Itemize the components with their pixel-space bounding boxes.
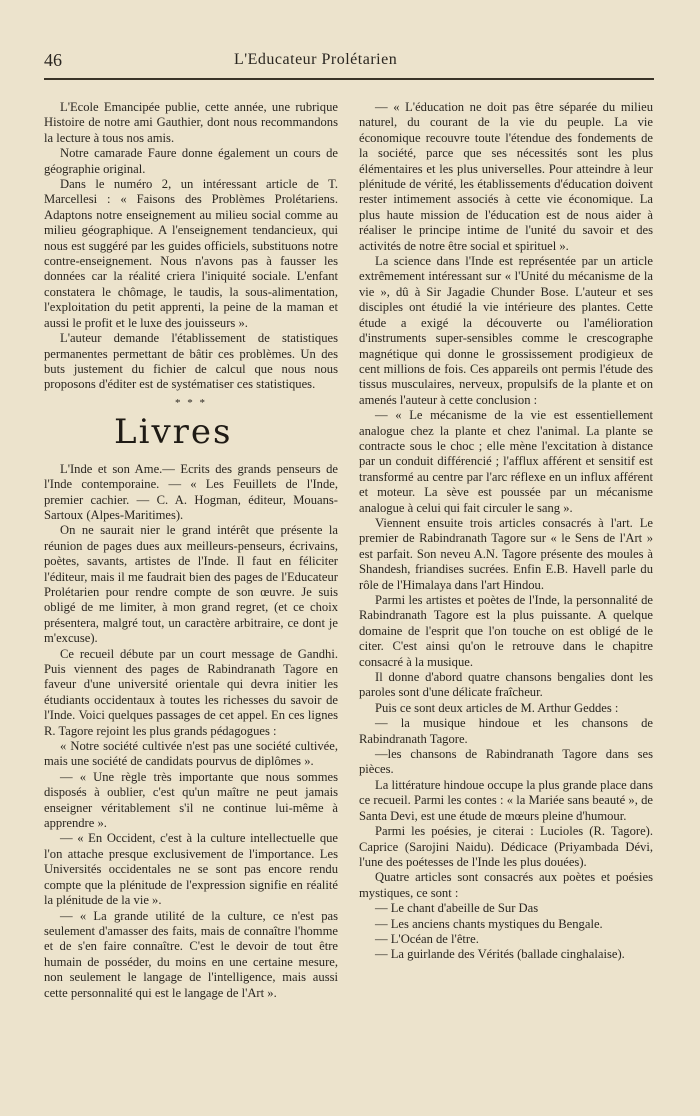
paragraph: Puis ce sont deux articles de M. Arthur Geddes : <box>375 700 619 715</box>
paragraph: On ne saurait nier le grand intérêt que présente la réunion de pages dues aux meilleurs-penseurs, écrivains, poètes, savants, artistes de l'Inde. Il faut en féliciter l'éditeur, mais il me faudrait bien des pages de l'Educateur Prolétarien pour rendre compte de son œuvre. Je suis obligé de me limiter, à mon grand regret, (et ce choix présentera, malgré tout, un caractère arbitraire, ce dont je m'excuse). <box>44 523 338 646</box>
quote: « Notre société cultivée n'est pas une société cultivée, mais une société de candidats pourvus de diplômes ». <box>44 739 338 769</box>
page-header <box>44 48 654 80</box>
quote: — « La grande utilité de la culture, ce n'est pas seulement d'amasser des faits, mais de connaître l'homme et de s'en faire connaître. C'est le devoir de tout être humain de posséder, du moins en une certaine mesure, non seulement le langage de l'intelligence, mais aussi cette personnalité qui est le langage de l'Art ». <box>44 908 338 1000</box>
paragraph: Parmi les poésies, je citerai : Lucioles (R. Tagore). Caprice (Sarojini Naidu). Dédicace (Priyambada Dévi, l'une des poétesses de l'Inde les plus douées). <box>359 824 653 869</box>
quote: — « Le mécanisme de la vie est essentiellement analogue chez la plante et chez l'animal. La plante se contracte sous le choc ; elle mène l'excitation à distance par un conduit différencié ; l'afflux afférent et sensitif est transformé au centre par l'arc réflexe en un influx afférent et moteur. La sève est poussée par un mécanisme analogue à celui qui fait circuler le sang ». <box>359 408 653 515</box>
list-item: — L'Océan de l'être. <box>375 931 479 946</box>
paragraph: Notre camarade Faure donne également un cours de géographie original. <box>44 146 338 176</box>
running-title: L'Educateur Prolétarien <box>234 51 398 68</box>
paragraph: L'Ecole Emancipée publie, cette année, une rubrique Histoire de notre ami Gauthier, dont nous recommandons la lecture à tous nos amis. <box>44 100 338 145</box>
right-column <box>359 100 653 963</box>
paragraph: Parmi les artistes et poètes de l'Inde, la personnalité de Rabindranath Tagore est la plus puissante. A quelque domaine de l'esprit que l'on touche on est obligé de le citer. C'est ainsi qu'on le retrouve dans le chapitre consacré à la musique. <box>359 593 653 669</box>
list-item: — la musique hindoue et les chansons de Rabindranath Tagore. <box>359 716 653 746</box>
paragraph: Il donne d'abord quatre chansons bengalies dont les paroles sont d'une délicate fraîcheur. <box>359 670 653 700</box>
left-column <box>44 100 338 1001</box>
section-title: Livres <box>114 411 233 452</box>
quote: — « En Occident, c'est à la culture intellectuelle que l'on attache presque exclusivement de l'importance. Les Universités occidentales ne se sont pas encore rendu compte que la plénitude de l'expression signifie en réalité la plénitude de la vie ». <box>44 831 338 908</box>
quote: — « L'éducation ne doit pas être séparée du milieu naturel, du courant de la vie du peuple. La vie économique recouvre toute l'étendue des fondements de la société, parce que ses nécessités sont les plus élémentaires et les plus universelles. Pour atteindre à leur plénitude de vérité, les établissements d'éducation doivent rester intimement associés à cette vie économique. La plus haute mission de l'éducation est de nous aider à réaliser le principe intime de l'unité du savoir et des activités de notre être social et spirituel ». <box>359 100 653 253</box>
paragraph: Viennent ensuite trois articles consacrés à l'art. Le premier de Rabindranath Tagore sur « le Sens de l'Art » est parfait. Son neveu A.N. Tagore présente des moules à Shandesh, friandises sucrées. Enfin E.B. Havell parle du rôle de l'Himalaya dans l'art Hindou. <box>359 515 653 592</box>
book-citation: L'Inde et son Ame.— Ecrits des grands penseurs de l'Inde contemporaine. — « Les Feuillets de l'Inde, premier cachier. — C. A. Hogman, éditeur, Mouans-Sartoux (Alpes-Maritimes). <box>44 461 338 522</box>
paragraph: L'auteur demande l'établissement de statistiques permanentes permettant de bâtir ces problèmes. Un des buts justement du fichier de calcul que nous nous proposons d'éditer est de systématiser ces statistiques. <box>44 331 338 392</box>
list-item: — Le chant d'abeille de Sur Das <box>375 901 539 916</box>
list-item: — La guirlande des Vérités (ballade cinghalaise). <box>375 947 625 962</box>
list-item: —les chansons de Rabindranath Tagore dans ses pièces. <box>359 747 653 777</box>
paragraph: La science dans l'Inde est représentée par un article extrêmement intéressant sur « l'Unité du mécanisme de la vie », dû à Sir Jagadie Chunder Bose. L'auteur et ses disciples ont étudié la vie intérieure des plantes. Cette étude a exigé la découverte ou l'amélioration d'instruments super-sensibles comme le crescographe magnétique qui donne le grossissement prodigieux de cent millions de fois. Ces appareils ont permis l'étude des tissus musculaires, nerveux, propulsifs de la plante et on amenés l'auteur à cette conclusion : <box>359 254 653 407</box>
quote: — « Une règle très importante que nous sommes disposés à oublier, c'est qu'un maître ne peut jamais enseigner véritablement s'il ne continue lui-même à apprendre ». <box>44 769 338 831</box>
section-ornament: * * * <box>175 396 207 409</box>
paragraph: Dans le numéro 2, un intéressant article de T. Marcellesi : « Faisons des Problèmes Prolétariens. Adaptons notre enseignement au milieu social comme au milieu géographique. A l'enseignement tendancieux, qui nous est suggéré par les guides officiels, substituons notre contre-enseignement. Nous n'avons pas à fausser les données car la réalité criera l'iniquité sociale. L'enfant constatera le chômage, le taudis, la sous-alimentation, l'exploitation du petit apprenti, la peine de la maman et aussi le profit et le luxe des jouisseurs ». <box>44 177 338 330</box>
list-item: — Les anciens chants mystiques du Bengale. <box>375 916 603 931</box>
page-number: 46 <box>44 50 62 70</box>
paragraph: La littérature hindoue occupe la plus grande place dans ce recueil. Parmi les contes : « la Mariée sans beauté », de Santa Devi, est une étude de mœurs pleine d'humour. <box>359 777 653 823</box>
paragraph: Ce recueil débute par un court message de Gandhi. Puis viennent des pages de Rabindranath Tagore en faveur d'une université orientale qui devra initier les étudiants occidentaux à toutes les richesses du savoir de l'Inde. Voici quelques passages de cet appel. En ces lignes R. Tagore rejoint les plus grands pédagogues : <box>44 646 338 738</box>
paragraph: Quatre articles sont consacrés aux poètes et poésies mystiques, ce sont : <box>359 870 653 900</box>
